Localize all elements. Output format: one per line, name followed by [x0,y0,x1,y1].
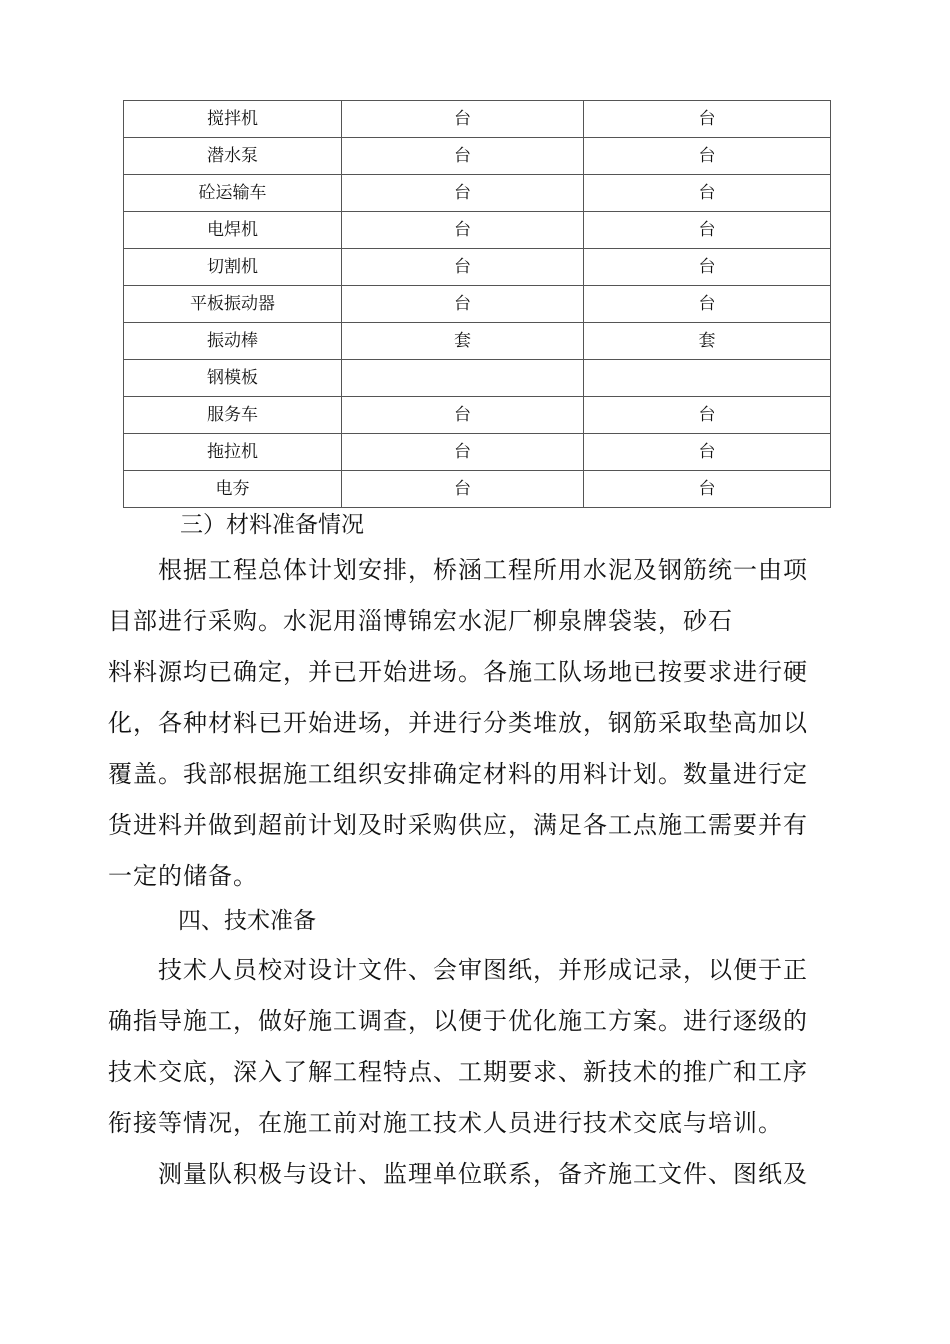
equipment-name-cell: 潜水泵 [124,138,342,175]
paragraph-line: 技术交底，深入了解工程特点、工期要求、新技术的推广和工序 [108,1058,808,1086]
unit-cell: 台 [584,101,831,138]
table-row [124,397,831,434]
table-row [124,434,831,471]
paragraph-line: 货进料并做到超前计划及时采购供应，满足各工点施工需要并有 [108,811,808,839]
technical-paragraph [108,945,848,1200]
table-row [124,138,831,175]
section-heading-technical: 四、技术准备 [178,908,316,934]
paragraph-line: 技术人员校对设计文件、会审图纸，并形成记录，以便于正 [158,956,808,984]
unit-cell: 台 [584,175,831,212]
table-row [124,101,831,138]
unit-cell: 套 [584,323,831,360]
unit-cell: 台 [584,212,831,249]
unit-cell: 台 [584,471,831,508]
paragraph-line: 测量队积极与设计、监理单位联系，备齐施工文件、图纸及 [158,1160,808,1188]
paragraph-line: 衔接等情况，在施工前对施工技术人员进行技术交底与培训。 [108,1109,783,1137]
paragraph-line: 料料源均已确定，并已开始进场。各施工队场地已按要求进行硬 [108,658,808,686]
unit-cell: 台 [342,434,584,471]
unit-cell: 台 [342,397,584,434]
unit-cell: 台 [584,138,831,175]
equipment-name-cell: 拖拉机 [124,434,342,471]
paragraph-line: 目部进行采购。水泥用淄博锦宏水泥厂柳泉牌袋装，砂石 [108,607,733,635]
unit-cell: 台 [584,249,831,286]
equipment-name-cell: 振动棒 [124,323,342,360]
paragraph-line: 一定的储备。 [108,862,258,890]
unit-cell [342,360,584,397]
unit-cell: 台 [342,175,584,212]
equipment-name-cell: 砼运输车 [124,175,342,212]
unit-cell: 台 [342,138,584,175]
paragraph-line: 化，各种材料已开始进场，并进行分类堆放，钢筋采取垫高加以 [108,709,808,737]
table-row [124,323,831,360]
equipment-name-cell: 电夯 [124,471,342,508]
table-row [124,471,831,508]
equipment-name-cell: 切割机 [124,249,342,286]
unit-cell: 台 [584,397,831,434]
equipment-name-cell: 搅拌机 [124,101,342,138]
paragraph-line: 确指导施工，做好施工调查，以便于优化施工方案。进行逐级的 [108,1007,808,1035]
unit-cell: 台 [342,212,584,249]
section-heading-materials: 三）材料准备情况 [180,512,364,538]
unit-cell: 台 [342,286,584,323]
table-row [124,249,831,286]
materials-paragraph [108,545,848,902]
unit-cell: 台 [584,434,831,471]
unit-cell: 台 [342,101,584,138]
equipment-name-cell: 服务车 [124,397,342,434]
equipment-name-cell: 平板振动器 [124,286,342,323]
table-row [124,175,831,212]
table-row [124,286,831,323]
unit-cell [584,360,831,397]
paragraph-line: 根据工程总体计划安排，桥涵工程所用水泥及钢筋统一由项 [158,556,808,584]
unit-cell: 台 [584,286,831,323]
equipment-table [123,100,831,508]
paragraph-line: 覆盖。我部根据施工组织安排确定材料的用料计划。数量进行定 [108,760,808,788]
table-row [124,360,831,397]
unit-cell: 台 [342,471,584,508]
table-row [124,212,831,249]
unit-cell: 台 [342,249,584,286]
equipment-name-cell: 电焊机 [124,212,342,249]
equipment-name-cell: 钢模板 [124,360,342,397]
unit-cell: 套 [342,323,584,360]
